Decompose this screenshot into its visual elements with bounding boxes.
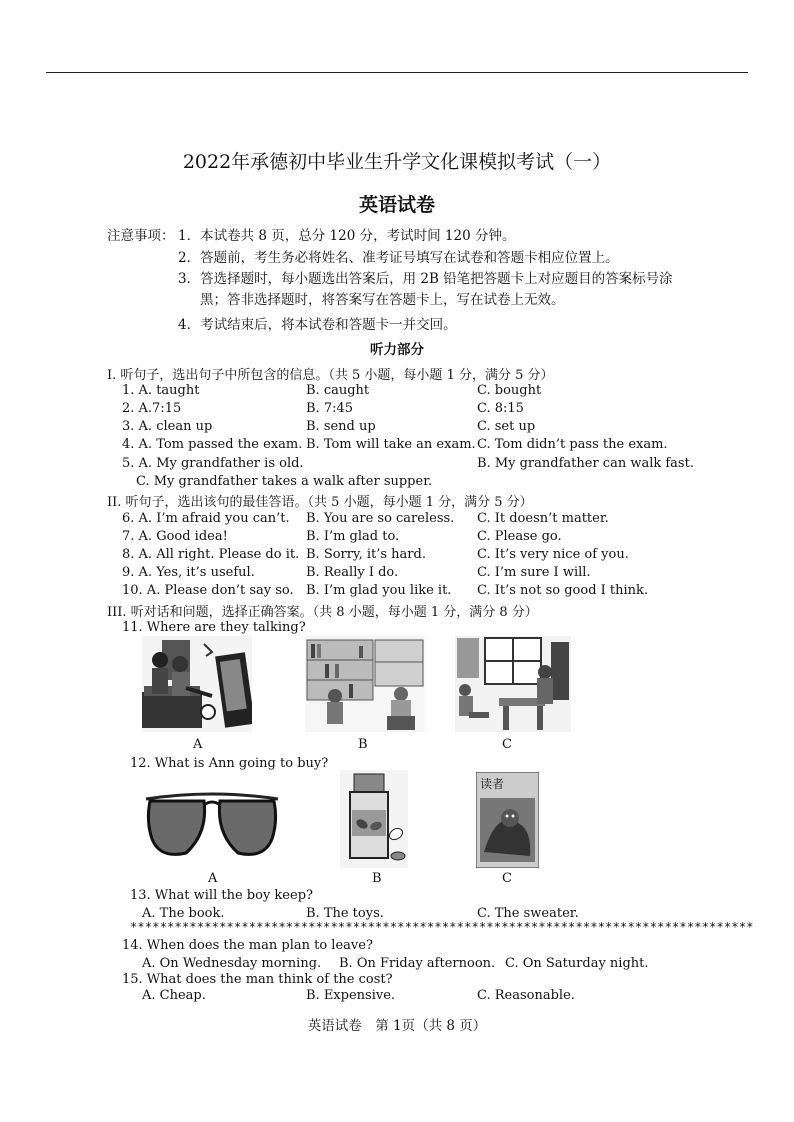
option-c: C. The sweater. (477, 906, 579, 921)
option-a: 3. A. clean up (122, 419, 213, 434)
question-11: 11. Where are they talking? (122, 620, 306, 635)
question-15: 15. What does the man think of the cost? (122, 972, 393, 987)
option-b: B. caught (306, 383, 370, 398)
pic-label-b: B (372, 871, 382, 886)
pic-label-c: C (502, 737, 512, 752)
option-a: 7. A. Good idea! (122, 529, 228, 544)
option-a: 4. A. Tom passed the exam. (122, 437, 303, 452)
part2-heading: II. 听句子，选出该句的最佳答语。（共 5 小题，每小题 1 分，满分 5 分） (107, 495, 533, 510)
page-footer: 英语试卷 第 1页（共 8 页） (307, 1018, 487, 1034)
option-b: B. send up (306, 419, 376, 434)
sunglasses-picture (142, 787, 282, 867)
pic-label-c: C (502, 871, 512, 886)
question-14: 14. When does the man plan to leave? (122, 938, 373, 953)
star-divider: ************************************************************************************ (130, 920, 754, 934)
option-a: 2. A.7:15 (122, 401, 182, 416)
option-c: C. I’m sure I will. (477, 565, 591, 580)
option-c: C. My grandfather takes a walk after supper. (136, 474, 433, 489)
pic-label-b: B (358, 737, 368, 752)
option-b: B. On Friday afternoon. (339, 956, 496, 971)
option-b: B. The toys. (306, 906, 384, 921)
part3-heading: III. 听对话和问题，选择正确答案。（共 8 小题，每小题 1 分，满分 8 分） (107, 605, 538, 620)
option-c: C. Reasonable. (477, 988, 575, 1003)
magazine-picture (476, 772, 539, 868)
option-c: C. It’s very nice of you. (477, 547, 629, 562)
question-13: 13. What will the boy keep? (130, 888, 313, 903)
option-a: A. Cheap. (142, 988, 206, 1003)
exam-title: 2022年承德初中毕业生升学文化课模拟考试（一） (182, 151, 612, 173)
option-b: B. You are so careless. (306, 511, 455, 526)
option-b: B. I’m glad to. (306, 529, 400, 544)
option-a: 6. A. I’m afraid you can’t. (122, 511, 290, 526)
note-item: 2．答题前，考生务必将姓名、准考证号填写在试卷和答题卡相应位置上。 (178, 250, 619, 266)
note-item: 黑；答非选择题时，将答案写在答题卡上，写在试卷上无效。 (200, 292, 565, 308)
option-c: C. Tom didn’t pass the exam. (477, 437, 668, 452)
pic-label-a: A (208, 871, 218, 886)
option-b: B. Sorry, it’s hard. (306, 547, 426, 562)
part1-heading: I. 听句子，选出句子中所包含的信息。（共 5 小题，每小题 1 分，满分 5 分） (107, 368, 554, 383)
option-a: 5. A. My grandfather is old. (122, 456, 304, 471)
option-c: C. It’s not so good I think. (477, 583, 649, 598)
note-item: 3．答选择题时，每小题选出答案后，用 2B 铅笔把答题卡上对应题目的答案标号涂 (178, 271, 673, 287)
option-a: A. The book. (142, 906, 225, 921)
notes-label: 注意事项： (107, 228, 175, 244)
option-c: C. It doesn’t matter. (477, 511, 609, 526)
magazine-title: 读者 (480, 777, 505, 791)
note-item: 4．考试结束后，将本试卷和答题卡一并交回。 (178, 317, 457, 333)
library-picture (305, 636, 425, 732)
note-item: 1．本试卷共 8 页，总分 120 分，考试时间 120 分钟。 (178, 228, 516, 244)
option-b: B. Tom will take an exam. (306, 437, 476, 452)
option-b: B. 7:45 (306, 401, 354, 416)
option-c: C. Please go. (477, 529, 562, 544)
option-c: C. bought (477, 383, 542, 398)
option-b: B. Expensive. (306, 988, 396, 1003)
option-a: 8. A. All right. Please do it. (122, 547, 300, 562)
living-room-picture (142, 636, 252, 732)
option-b: B. Really I do. (306, 565, 399, 580)
option-b: B. My grandfather can walk fast. (477, 456, 694, 471)
option-a: 9. A. Yes, it’s useful. (122, 565, 255, 580)
option-c: C. set up (477, 419, 536, 434)
exam-subtitle: 英语试卷 (358, 194, 435, 216)
question-12: 12. What is Ann going to buy? (130, 756, 329, 771)
option-a: 10. A. Please don’t say so. (122, 583, 294, 598)
pic-label-a: A (193, 737, 203, 752)
listening-section-title: 听力部分 (370, 342, 424, 358)
top-rule (46, 72, 748, 73)
option-a: 1. A. taught (122, 383, 200, 398)
office-picture (455, 636, 571, 732)
option-c: C. 8:15 (477, 401, 524, 416)
medicine-bottle-picture (340, 770, 408, 868)
option-c: C. On Saturday night. (505, 956, 649, 971)
option-b: B. I’m glad you like it. (306, 583, 452, 598)
option-a: A. On Wednesday morning. (142, 956, 322, 971)
